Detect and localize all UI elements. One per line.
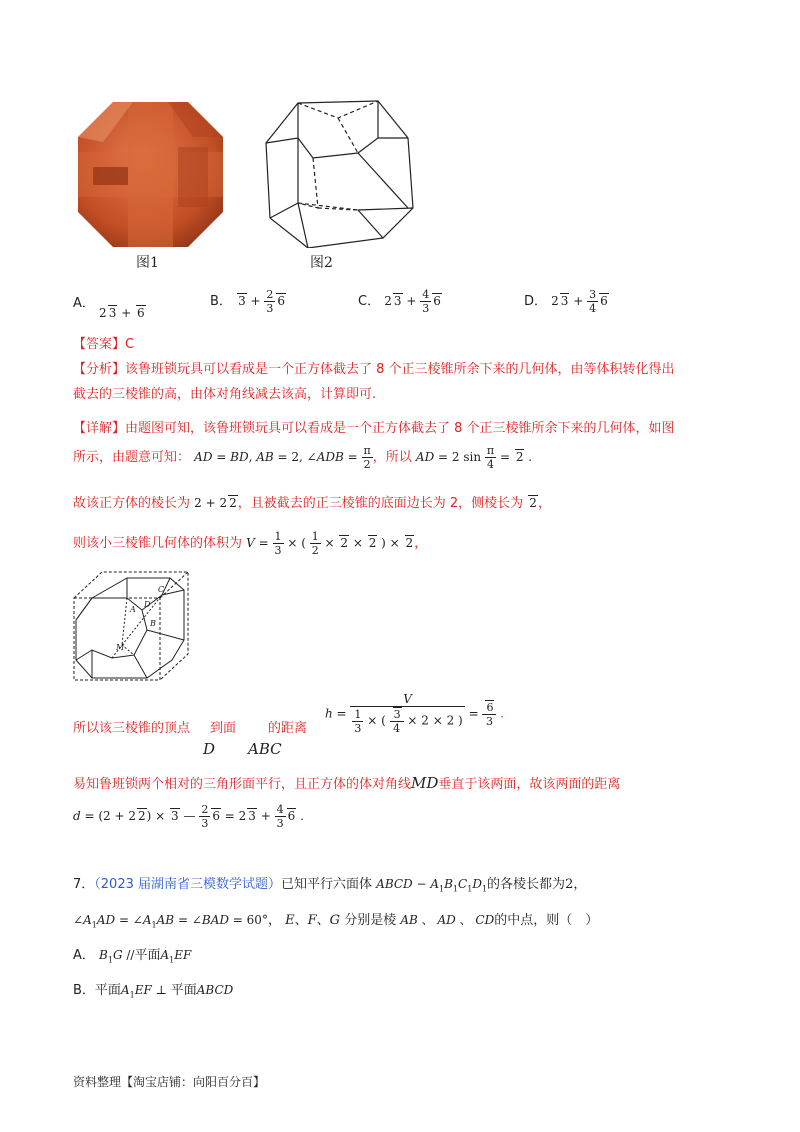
label-b: B — [150, 619, 156, 628]
height-formula: h = V $\frac{1}{3}$ × ( $\frac{3}{4}$ × 2 × 2 ) = $\frac{6}{3}$ . — [325, 692, 505, 735]
figure-1-image — [73, 97, 228, 252]
angle-conditions: $\angle A_1AD$ = $\angle A_1AB$ = ∠BAD = 60° — [73, 913, 268, 930]
question-7-option-b: B．平面$A_1EF$ ⊥ 平面ABCD — [73, 983, 234, 1000]
detail-text-5b: 到面 — [210, 721, 237, 736]
detail-text-3a: 故该正方体的棱长为 — [73, 496, 191, 511]
question-7-line-2: $\angle A_1AD$ = $\angle A_1AB$ = ∠BAD = 60°， E、F、G 分别是棱 AB 、 AD 、 CD的中点，则（ ） — [73, 913, 599, 930]
footer-text: 资料整理【淘宝店铺：向阳百分百】 — [73, 1075, 266, 1089]
question-7-source: （2023 届湖南省三模数学试题） — [94, 877, 281, 892]
detail-text-2a: 所示，由题意可知： — [73, 450, 191, 465]
question-7-text-1c: ， — [573, 877, 587, 892]
detail-text-1: 由题图可知，该鲁班锁玩具可以看成是一个正方体截去了 8 个正三棱锥所余下来的几何体，如图 — [125, 421, 675, 436]
q7-option-b-label: B． — [73, 983, 95, 998]
question-7-line-1: 7．（2023 届湖南省三模数学试题）已知平行六面体 ABCD − $A_1B_1C_1D_1$的各棱长都为2， — [73, 877, 587, 894]
q7-option-b-text-2: 平面 — [170, 983, 197, 998]
answer-tag: 【答案】C — [73, 337, 135, 352]
detail-text-4a: 则该小三棱锥几何体的体积为 — [73, 536, 243, 551]
option-a — [73, 292, 146, 320]
detail-text-2b: ，所以 — [372, 450, 412, 465]
detail-line-6 — [73, 773, 620, 792]
option-c-expression: 2 3 + $\frac{4}{3}$ 6 — [384, 288, 441, 315]
cube-diagram — [72, 570, 190, 682]
option-b-label: B． — [210, 294, 232, 309]
option-d — [524, 288, 609, 315]
point-d-label: D — [203, 740, 216, 758]
detail-line-3 — [73, 492, 551, 511]
detail-text-6: 易知鲁班锁两个相对的三角形面平行，且正方体的体对角线 — [73, 777, 412, 792]
lateral-edge-expr: 2 — [529, 496, 537, 510]
label-m: M — [116, 643, 125, 652]
analysis-line-1 — [73, 358, 675, 377]
detail-formula-1: AD = BD, AB = 2, ∠ADB = $\frac{\pi}{2}$ — [194, 444, 371, 471]
q7-sep-2: 、 — [316, 913, 330, 928]
q7-option-a-text: 平面 — [134, 948, 161, 963]
option-b-expression: 3 + $\frac{2}{3}$ 6 — [238, 288, 286, 315]
option-d-expression: 2 3 + $\frac{3}{4}$ 6 — [551, 288, 608, 315]
question-7-text-1b: 的各棱长都为 — [487, 877, 566, 892]
analysis-line-2: 截去的三棱锥的高，由体对角线减去该高，计算即可. — [73, 387, 377, 402]
analysis-tag: 【分析】 — [73, 362, 126, 377]
detail-line-2 — [73, 444, 532, 471]
question-7-option-a: A． $B_1G$ //平面$A_1EF$ — [73, 948, 192, 965]
label-d: D — [144, 600, 151, 609]
question-7-text-2f: 的中点，则（ ） — [494, 913, 599, 928]
q7-option-b-text-1: 平面 — [94, 983, 121, 998]
question-7-text-2e: 分别是棱 — [344, 913, 397, 928]
option-c-label: C． — [358, 294, 381, 309]
option-d-label: D． — [524, 294, 548, 309]
option-c — [358, 288, 442, 315]
diagonal-md: MD — [411, 774, 439, 792]
detail-text-3c: ， — [537, 496, 551, 511]
label-c: C — [158, 585, 165, 594]
figure-2-diagram — [258, 98, 418, 248]
volume-formula: V = $\frac{1}{3}$ × ( $\frac{1}{2}$ × 2 × 2 ) × 2 — [246, 530, 414, 557]
detail-tag: 【详解】 — [73, 421, 126, 436]
label-a: A — [130, 605, 136, 614]
detail-text-5c: 的距离 — [268, 721, 308, 736]
question-7-text-1: 已知平行六面体 — [281, 877, 373, 892]
detail-text-6b: 垂直于该两面，故该两面的距离 — [438, 777, 621, 792]
detail-formula-2: AD = 2 sin $\frac{\pi}{4}$ = 2 . — [415, 444, 533, 471]
q7-sep-1: 、 — [294, 913, 308, 928]
detail-text-5a: 所以该三棱锥的顶点 — [73, 721, 191, 736]
distance-formula: d = (2 + 2 2) × 3 — $\frac{2}{3}$ 6 = 2 3 + $\frac{4}{3}$ 6 . — [73, 803, 304, 830]
figure-1-caption: 图1 — [136, 255, 159, 271]
figure-2-caption: 图2 — [310, 255, 333, 271]
option-a-expression: 2 3 + 6 — [99, 306, 145, 320]
detail-line-5 — [73, 717, 307, 736]
plane-abc-label: ABC — [248, 740, 282, 758]
edge-length-expr: 2 + 2 2 — [194, 496, 237, 510]
option-b — [210, 288, 286, 315]
detail-text-3b: ，且被截去的正三棱锥的底面边长为 2，侧棱长为 — [237, 496, 524, 511]
edges-list: AB 、 AD 、 CD — [400, 913, 495, 927]
question-7-number: 7． — [73, 877, 95, 892]
wood-puzzle-image — [73, 97, 228, 252]
parallelepiped-name: ABCD − $A_1B_1C_1D_1$ — [376, 877, 488, 894]
q7-comma: ， — [267, 913, 281, 928]
detail-text-4b: ， — [414, 536, 428, 551]
detail-line-1 — [73, 417, 675, 436]
analysis-text-1: 该鲁班锁玩具可以看成是一个正方体截去了 8 个正三棱锥所余下来的几何体，由等体积转化得出 — [125, 362, 675, 377]
detail-line-4 — [73, 530, 427, 557]
q7-option-a-label: A． — [73, 948, 95, 963]
option-a-label: A． — [73, 296, 95, 311]
